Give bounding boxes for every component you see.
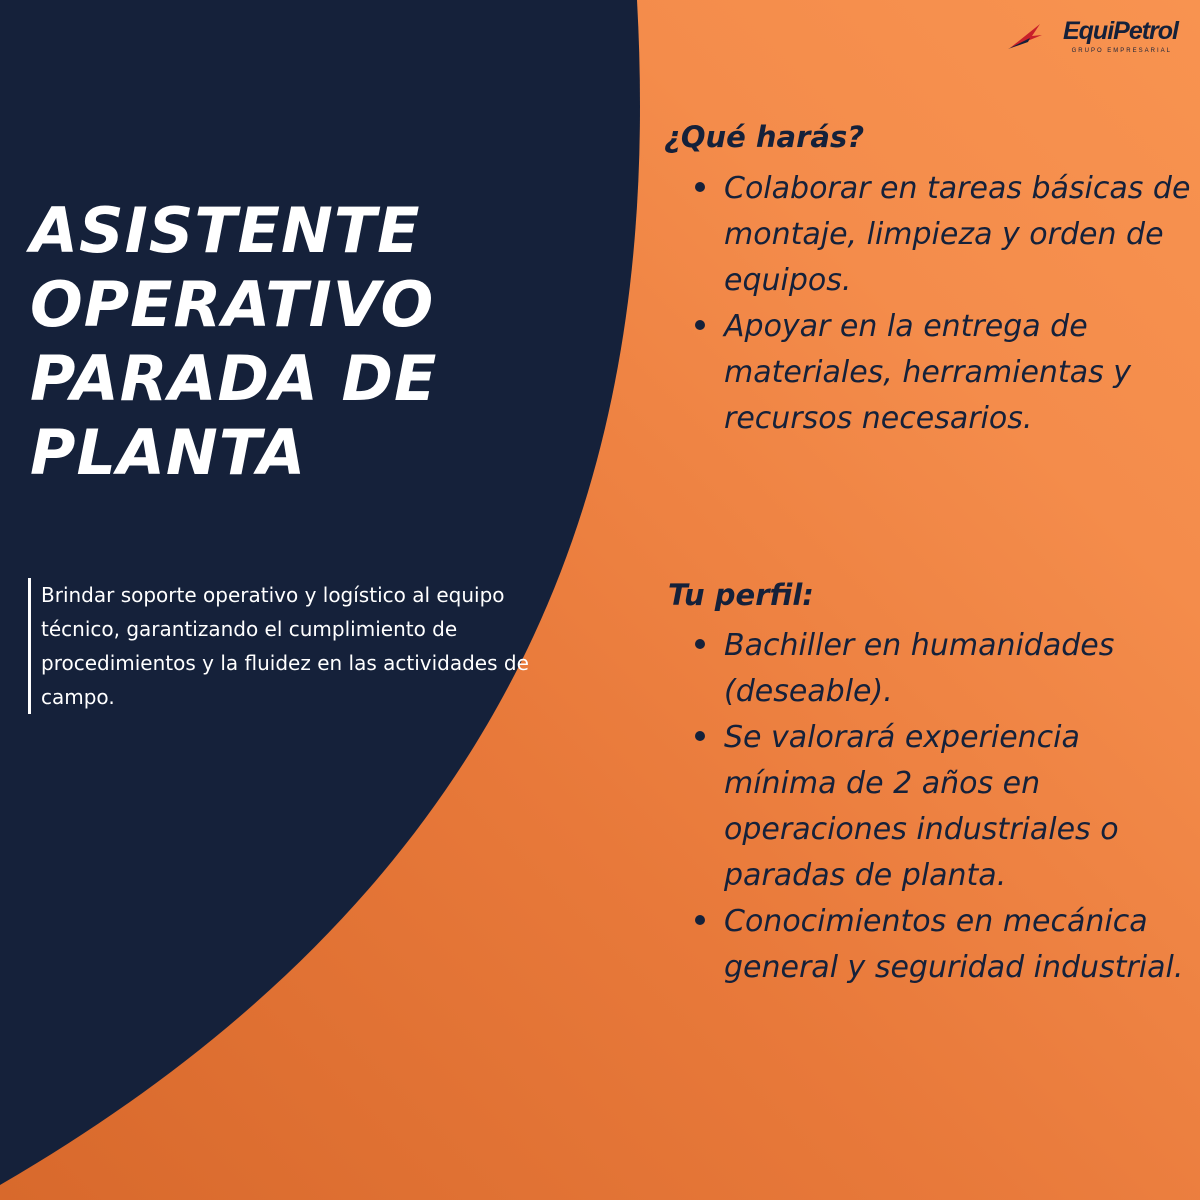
list-item-text: Bachiller en humanidades (deseable). [724,628,1115,709]
job-title-line: PLANTA [30,416,307,489]
bullet-icon [695,915,705,925]
job-title-line: ASISTENTE [30,194,421,267]
job-title [30,194,590,490]
logo-tagline: GRUPO EMPRESARIAL [1071,48,1172,54]
bullet-icon [695,639,705,649]
list-item-text: Colaborar en tareas básicas de montaje, limpieza y orden de equipos. [724,171,1191,298]
duties-list [692,166,1192,442]
logo-swoosh-icon [1008,22,1042,50]
logo-wordmark: EquiPetrol [1062,17,1178,45]
list-item [692,899,1192,991]
bullet-icon [695,182,705,192]
list-item-text: Conocimientos en mecánica general y seguridad industrial. [724,904,1184,985]
list-item-text: Apoyar en la entrega de materiales, herramientas y recursos necesarios. [724,309,1131,436]
list-item [692,304,1192,442]
job-summary-text: Brindar soporte operativo y logístico al equipo técnico, garantizando el cumplimiento de procedimientos y la fluidez en las actividades de campo. [41,583,529,709]
equipetrol-logo [1008,14,1178,64]
profile-list [692,623,1192,991]
list-item [692,166,1192,304]
job-title-line: PARADA DE [30,342,438,415]
profile-heading: Tu perfil: [668,578,814,612]
bullet-icon [695,320,705,330]
job-title-line: OPERATIVO [30,268,435,341]
list-item [692,715,1192,899]
duties-heading: ¿Qué harás? [664,120,865,154]
bullet-icon [695,731,705,741]
list-item-text: Se valorará experiencia mínima de 2 años en operaciones industriales o paradas de planta. [724,720,1119,893]
list-item [692,623,1192,715]
job-summary [28,578,541,714]
